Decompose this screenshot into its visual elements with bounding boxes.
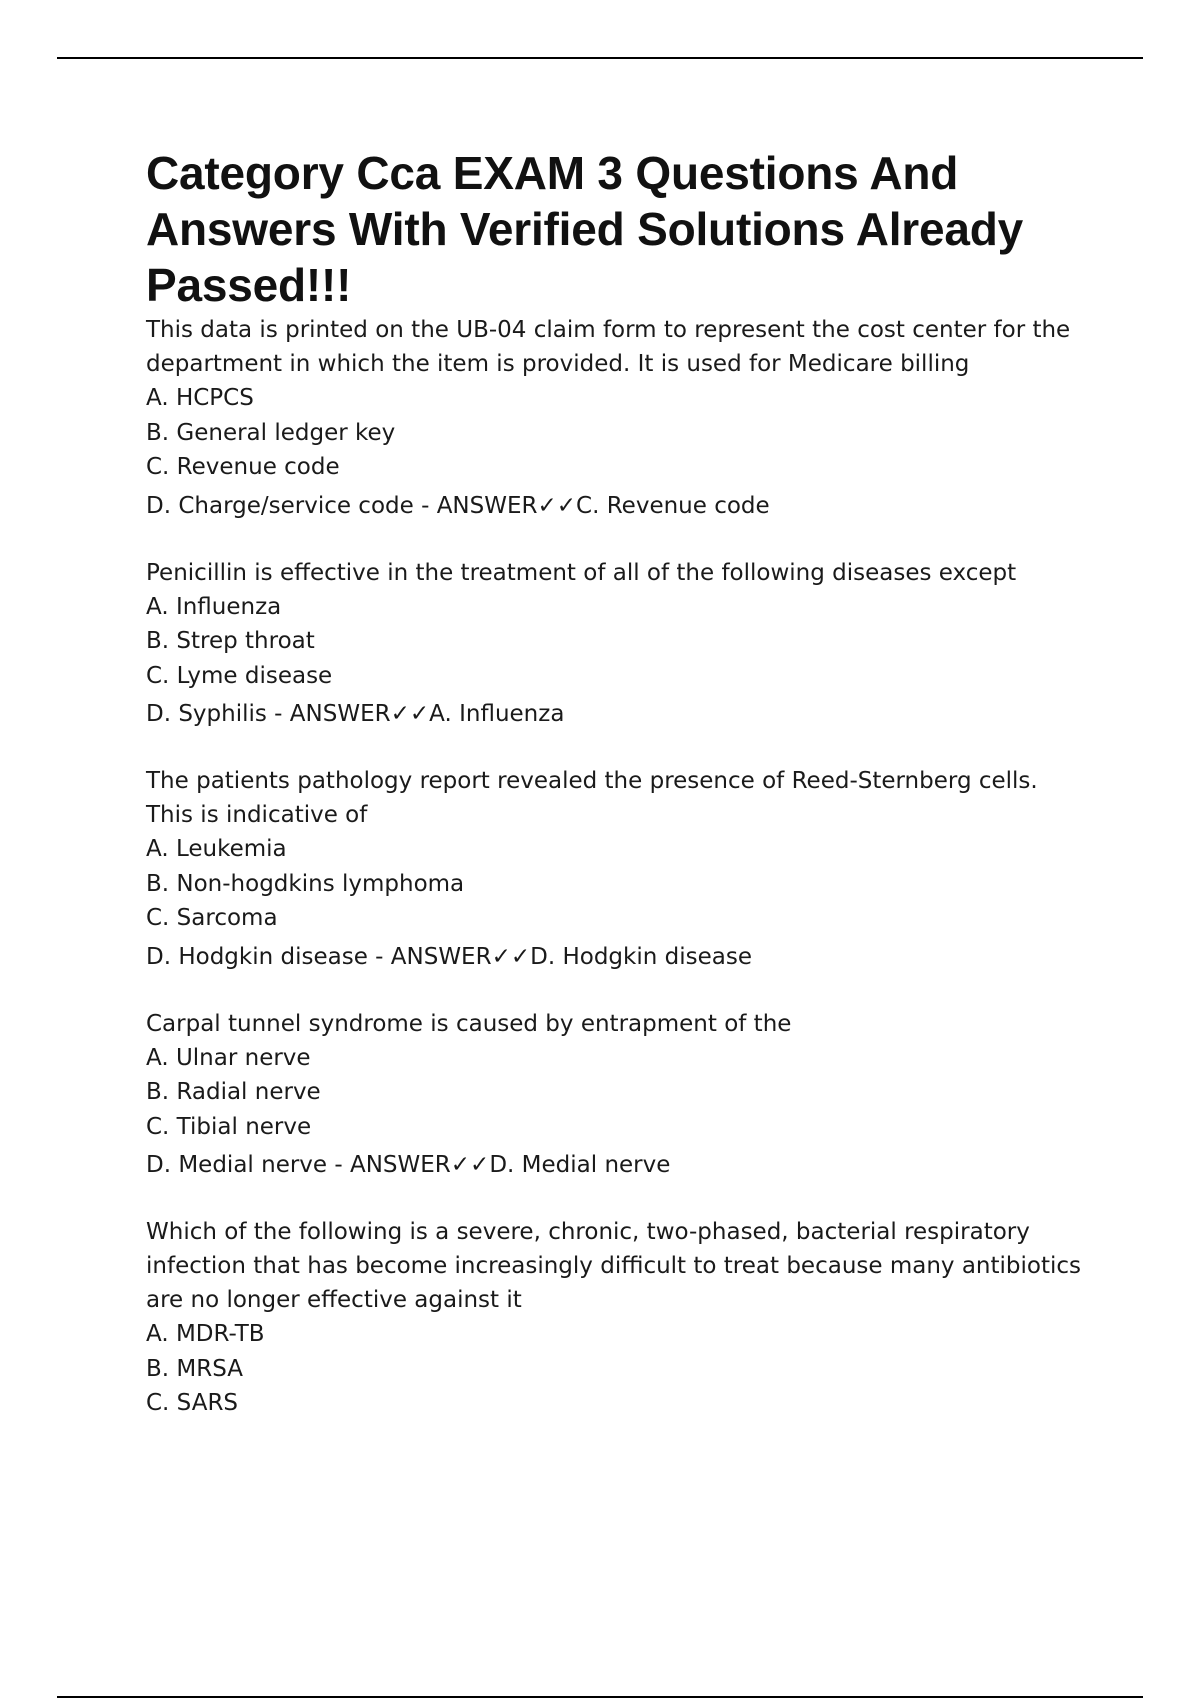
question-text: This data is printed on the UB-04 claim form to represent the cost center for the department in which the item is provided. It is used for Medicare billing xyxy=(146,317,1071,377)
option-c: C. Lyme disease xyxy=(146,662,333,689)
answer-marker: ANSWER✓✓ xyxy=(349,1152,490,1178)
question-text: Penicillin is effective in the treatment of all of the following diseases except xyxy=(146,559,1017,586)
option-a: A. Leukemia xyxy=(146,836,287,862)
option-b: B. Radial nerve xyxy=(146,1079,321,1105)
option-b: B. Strep throat xyxy=(146,628,315,654)
option-c: C. Revenue code xyxy=(146,454,340,480)
option-c: C. Tibial nerve xyxy=(146,1113,312,1140)
question-block xyxy=(146,313,1086,524)
question-block xyxy=(146,1215,1086,1421)
document-title: Category Cca EXAM 3 Questions And Answers With Verified Solutions Already Passed!!! xyxy=(146,147,1024,311)
answer-marker: ANSWER✓✓ xyxy=(390,943,531,970)
option-d-with-answer xyxy=(146,939,1086,975)
question-block xyxy=(146,1007,1086,1184)
answer-text: D. Hodgkin disease xyxy=(530,943,752,970)
question-text: Which of the following is a severe, chronic, two-phased, bacterial respiratory infection that has become increasingly difficult to treat because many antibiotics are no longer effective against it xyxy=(146,1219,1082,1313)
bottom-rule xyxy=(57,1696,1143,1698)
option-b: B. General ledger key xyxy=(146,419,396,446)
answer-text: C. Revenue code xyxy=(576,492,770,519)
document-body xyxy=(146,145,1086,1421)
option-d-with-answer xyxy=(146,488,1086,524)
answer-marker: ANSWER✓✓ xyxy=(436,492,577,519)
option-d: D. Charge/service code - xyxy=(146,492,437,519)
option-b: B. Non-hogdkins lymphoma xyxy=(146,870,465,897)
option-d: D. Hodgkin disease - xyxy=(146,943,391,970)
option-a: A. MDR-TB xyxy=(146,1321,265,1347)
option-d-with-answer xyxy=(146,696,1086,732)
option-d: D. Medial nerve - xyxy=(146,1152,350,1178)
option-b: B. MRSA xyxy=(146,1355,243,1382)
answer-text: D. Medial nerve xyxy=(489,1152,671,1178)
question-block xyxy=(146,556,1086,733)
top-rule xyxy=(57,57,1143,59)
question-list xyxy=(146,313,1086,1421)
option-a: A. Ulnar nerve xyxy=(146,1044,311,1071)
answer-marker: ANSWER✓✓ xyxy=(289,701,430,727)
option-a: A. Influenza xyxy=(146,593,282,620)
question-text: The patients pathology report revealed the presence of Reed-Sternberg cells. This is indicative of xyxy=(146,768,1038,828)
answer-text: A. Influenza xyxy=(429,701,565,727)
option-d: D. Syphilis - xyxy=(146,701,290,727)
option-c: C. SARS xyxy=(146,1390,239,1416)
question-text: Carpal tunnel syndrome is caused by entrapment of the xyxy=(146,1010,792,1037)
question-block xyxy=(146,764,1086,975)
option-c: C. Sarcoma xyxy=(146,905,278,931)
option-a: A. HCPCS xyxy=(146,385,254,411)
option-d-with-answer xyxy=(146,1147,1086,1183)
